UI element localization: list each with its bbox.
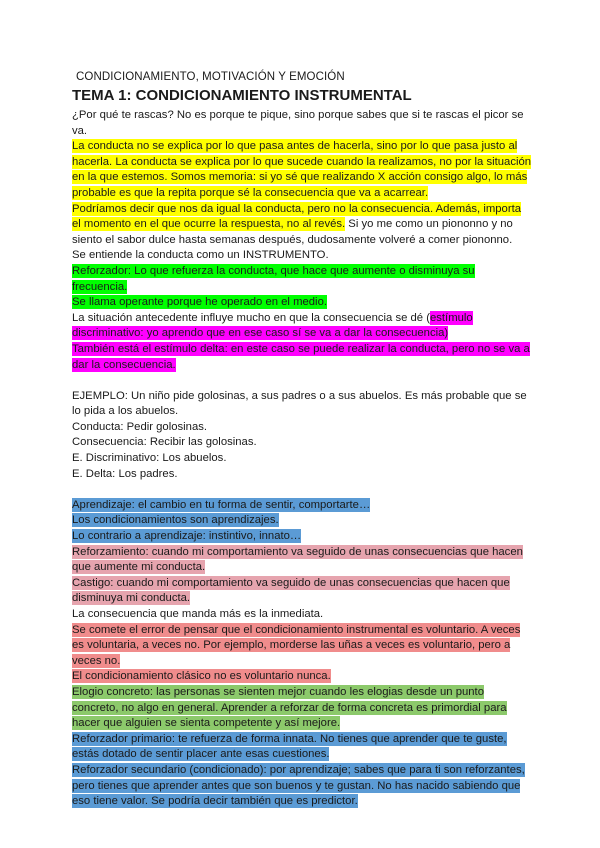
paragraph-text: E. Discriminativo: Los abuelos. (72, 452, 227, 465)
paragraph-immediate (72, 607, 532, 623)
paragraph-instrument (72, 248, 532, 264)
paragraph-reinforcer (72, 264, 532, 295)
page-title: TEMA 1: CONDICIONAMIENTO INSTRUMENTAL (72, 87, 412, 104)
paragraph-example (72, 389, 532, 420)
paragraph-concrete-praise (72, 685, 532, 732)
paragraph-reinforcement (72, 545, 532, 576)
paragraph-delta-stimulus (72, 342, 532, 373)
paragraph-conduct-explanation (72, 139, 532, 201)
paragraph-conditioning-learning (72, 513, 532, 529)
highlight-yellow: La conducta no se explica por lo que pasa antes de hacerla, sino por lo que pasa justo al hacerla. La conducta se explica por lo que sucede cuando la realizamos, no por la situación en la que estemos. Somos memoria: si yo sé que realizando X acción consigo algo, lo más probable es que la repita porque sé la consecuencia que va a acarrear. (72, 140, 532, 199)
paragraph-text: E. Delta: Los padres. (72, 467, 178, 480)
highlight-green: Reforzador: Lo que refuerza la conducta, que hace que aumente o disminuya su frecuencia. (72, 264, 475, 293)
paragraph-opposite-learning (72, 529, 532, 545)
example-conduct (72, 420, 532, 436)
highlight-magenta: También está el estímulo delta: en este caso se puede realizar la conducta, pero no se va a dar la consecuencia. (72, 342, 530, 371)
paragraph-classical (72, 669, 532, 685)
spacer (72, 482, 532, 498)
highlight-light-green: Elogio concreto: las personas se sienten mejor cuando les elogias desde un punto concreto, no algo en general. Aprender a reforzar de forma concreta es primordial para hacer que alguien se sienta competente y así mejore. (72, 685, 507, 730)
example-discriminative (72, 451, 532, 467)
paragraph-consequence (72, 202, 532, 249)
paragraph-text: Consecuencia: Recibir las golosinas. (72, 436, 257, 449)
paragraph-text: La consecuencia que manda más es la inmediata. (72, 608, 324, 620)
highlight-pink: Reforzamiento: cuando mi comportamiento va seguido de unas consecuencias que hacen que aumente mi conducta. (72, 545, 523, 574)
example-consequence (72, 435, 532, 451)
paragraph-text: EJEMPLO: Un niño pide golosinas, a sus padres o a sus abuelos. Es más probable que se lo pida a los abuelos. (72, 389, 527, 418)
highlight-blue: Los condicionamientos son aprendizajes. (72, 514, 279, 527)
highlight-pink: Castigo: cuando mi comportamiento va seguido de unas consecuencias que hacen que disminuya mi conducta. (72, 576, 510, 605)
paragraph-operant (72, 295, 532, 311)
paragraph-learning (72, 498, 532, 514)
highlight-blue: Lo contrario a aprendizaje: instintivo, innato… (72, 530, 302, 543)
highlight-blue: Reforzador secundario (condicionado): por aprendizaje; sabes que para ti son reforzantes, pero tienes que aprender antes que son buenos y te gustan. No has nacido sabiendo que eso tiene valor. Se podría decir también que es predictor. (72, 763, 525, 808)
highlight-blue: Reforzador primario: te refuerza de forma innata. No tienes que aprender que te guste, estás dotado de sentir placer ante esas cuestiones. (72, 732, 507, 761)
paragraph-text: Se entiende la conducta como un INSTRUMENTO. (72, 249, 329, 262)
highlight-blue: Aprendizaje: el cambio en tu forma de sentir, comportarte… (72, 498, 371, 511)
highlight-green: Se llama operante porque he operado en el medio. (72, 296, 327, 309)
highlight-magenta: estímulo discriminativo: yo aprendo que en ese caso sí se va a dar la consecuencia) (72, 311, 473, 340)
highlight-red: Se comete el error de pensar que el condicionamiento instrumental es voluntario. A veces es voluntaria, a veces no. Por ejemplo, morderse las uñas a veces es voluntario, pero a veces no. (72, 623, 521, 667)
paragraph-voluntary-error (72, 623, 532, 670)
highlight-yellow: Podríamos decir que nos da igual la conducta, pero no la consecuencia. Además, importa el momento en el que ocurre la respuesta, no al revés. (72, 202, 522, 231)
paragraph-text: La situación antecedente influye mucho en que la consecuencia se dé ( (72, 311, 430, 324)
document-body (72, 108, 532, 810)
paragraph-text: ¿Por qué te rascas? No es porque te pique, sino porque sabes que si te rascas el picor se va. (72, 109, 524, 137)
paragraph-punishment (72, 576, 532, 607)
paragraph-primary-reinforcer (72, 732, 532, 763)
paragraph-text: Conducta: Pedir golosinas. (72, 420, 208, 433)
course-subtitle: CONDICIONAMIENTO, MOTIVACIÓN Y EMOCIÓN (76, 71, 345, 83)
paragraph-text: Si yo me como un piononno y no siento el sabor dulce hasta semanas después, dudosamente volveré a comer piononno. (72, 218, 513, 246)
paragraph-scratch-question (72, 108, 532, 139)
paragraph-antecedent (72, 311, 532, 342)
example-delta (72, 467, 532, 483)
highlight-red: El condicionamiento clásico no es voluntario nunca. (72, 670, 331, 683)
paragraph-secondary-reinforcer (72, 763, 532, 810)
spacer (72, 373, 532, 389)
